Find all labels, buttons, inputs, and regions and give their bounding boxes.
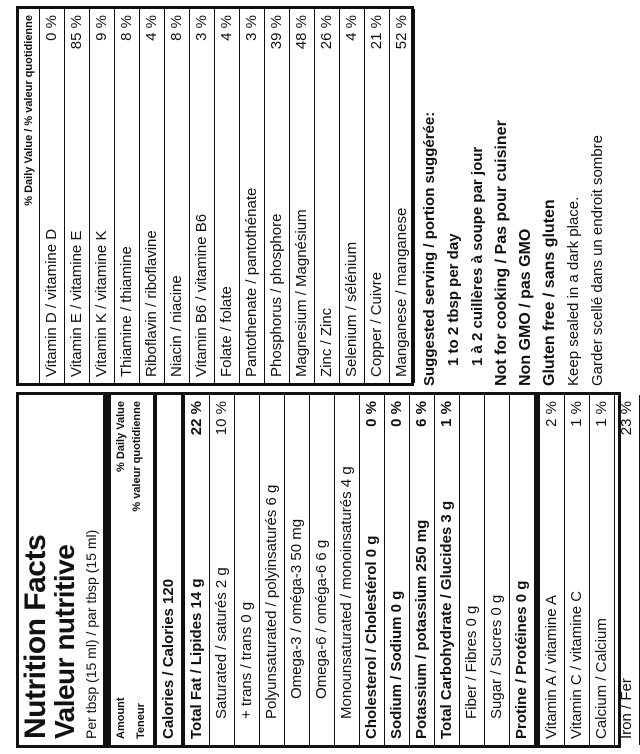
nutrient-daily-value: 1 %	[438, 401, 455, 427]
nutrient-label: Pantothenate / pantothénate	[243, 187, 260, 377]
nutrient-row	[510, 395, 540, 745]
nutrient-daily-value: 22 %	[188, 401, 205, 436]
nutrient-daily-value: 1 %	[593, 401, 610, 427]
nutrient-row	[390, 9, 415, 383]
nutrient-label: Cholesterol / Cholestérol 0 g	[363, 535, 380, 739]
nutrient-label: Phosphorus / phosphore	[268, 213, 285, 377]
nutrient-row	[235, 395, 260, 745]
daily-value-fr-label: % valeur quotidienne	[131, 401, 143, 512]
nutrient-daily-value: 3 %	[193, 15, 210, 41]
nutrient-row	[365, 9, 390, 383]
nutrient-daily-value: 48 %	[293, 15, 310, 50]
nutrient-daily-value: 9 %	[93, 15, 110, 41]
nutrient-rows	[157, 395, 640, 745]
teneur-label: Teneur	[135, 703, 147, 739]
nutrient-daily-value: 0 %	[43, 15, 60, 41]
nutrient-label: Riboflavin / riboflavine	[143, 230, 160, 377]
nutrient-daily-value: 26 %	[318, 15, 335, 50]
nutrient-row	[360, 395, 385, 745]
nutrient-label: Sodium / Sodium 0 g	[388, 590, 405, 739]
micronutrient-rows	[40, 9, 415, 383]
nutrient-daily-value: 23 %	[618, 401, 635, 436]
amount-header	[111, 395, 157, 745]
nutrient-daily-value: 85 %	[68, 15, 85, 50]
nutrient-label: Polyunsaturated / polyinsaturés 6 g	[263, 484, 280, 719]
nutrient-daily-value: 8 %	[118, 15, 135, 41]
nutrient-label: Vitamin D / vitamine D	[43, 228, 60, 377]
note-line: 1 to 2 tbsp per day	[445, 233, 462, 366]
serving-size: Per tbsp (15 ml) / par tbsp (15 ml)	[79, 395, 111, 745]
note-line: Suggested serving / portion suggérée:	[421, 111, 438, 386]
nutrient-row	[565, 395, 590, 745]
nutrient-label: Niacin / niacine	[168, 275, 185, 377]
nutrient-row	[90, 9, 115, 383]
nutrient-label: Folate / folate	[218, 286, 235, 377]
nutrient-row	[65, 9, 90, 383]
nutrient-label: Vitamin A / vitamine A	[543, 595, 560, 739]
nutrient-row	[240, 9, 265, 383]
nutrient-row	[310, 395, 335, 745]
nutrient-row	[315, 9, 340, 383]
nutrient-label: Total Fat / Lipides 14 g	[188, 578, 205, 739]
nutrient-row	[410, 395, 435, 745]
nutrient-daily-value: 3 %	[243, 15, 260, 41]
nutrition-facts-panel	[16, 392, 635, 748]
nutrient-label: Monounsaturated / monoinsaturés 4 g	[338, 466, 355, 719]
nutrient-daily-value: 6 %	[413, 401, 430, 427]
nutrient-label: Fiber / Fibres 0 g	[463, 605, 480, 719]
nutrient-label: Thiamine / thiamine	[118, 246, 135, 377]
nutrient-label: Iron / Fer	[618, 678, 635, 739]
nutrient-row	[590, 395, 615, 745]
note-line: Not for cooking / Pas pour cuisiner	[493, 120, 510, 386]
note-line: Garder scellé dans un endroit sombre	[589, 135, 606, 386]
nutrient-label: Vitamin K / vitamine K	[93, 230, 110, 377]
nutrient-label: + trans / trans 0 g	[238, 601, 255, 719]
nutrient-row	[140, 9, 165, 383]
note-line: Gluten free / sans gluten	[541, 199, 558, 386]
note-line: Non GMO / pas GMO	[517, 228, 534, 386]
nutrient-row	[485, 395, 510, 745]
nutrient-daily-value: 2 %	[543, 401, 560, 427]
nutrient-row	[540, 395, 565, 745]
nutrient-row	[335, 395, 360, 745]
nutrient-daily-value: 4 %	[143, 15, 160, 41]
nutrient-daily-value: 8 %	[168, 15, 185, 41]
nutrient-label: Calories / Calories 120	[160, 578, 177, 739]
nutrient-label: Magnesium / Magnésium	[293, 209, 310, 377]
nutrient-daily-value: 39 %	[268, 15, 285, 50]
nutrient-label: Omega-6 / oméga-6 6 g	[313, 539, 330, 699]
nutrient-daily-value: 21 %	[368, 15, 385, 50]
nutrient-row	[40, 9, 65, 383]
nutrient-label: Saturated / saturés 2 g	[213, 567, 230, 719]
nutrient-daily-value: 0 %	[363, 401, 380, 427]
nutrient-row	[260, 395, 285, 745]
note-line: 1 à 2 cuillères à soupe par jour	[469, 146, 486, 366]
nutrient-row	[460, 395, 485, 745]
amount-label: Amount	[115, 697, 127, 739]
nutrient-label: Vitamin C / vitamine C	[568, 590, 585, 739]
nutrient-daily-value: 4 %	[218, 15, 235, 41]
nutrient-daily-value: 52 %	[393, 15, 410, 50]
nutrient-row	[185, 395, 210, 745]
nutrient-row	[285, 395, 310, 745]
nutrient-row	[385, 395, 410, 745]
nutrient-row	[290, 9, 315, 383]
label-title: Nutrition Facts	[19, 534, 52, 739]
nutrient-row	[615, 395, 640, 745]
nutrient-label: Omega-3 / oméga-3 50 mg	[288, 518, 305, 699]
nutrient-daily-value: 4 %	[343, 15, 360, 41]
nutrient-label: Zinc / Zinc	[318, 307, 335, 377]
nutrient-row	[115, 9, 140, 383]
nutrient-label: Potassium / potassium 250 mg	[413, 519, 430, 739]
micronutrient-panel	[16, 6, 414, 386]
nutrient-label: Copper / Cuivre	[368, 271, 385, 377]
nutrient-label: Selenium / sélénium	[343, 241, 360, 377]
nutrient-daily-value: 1 %	[568, 401, 585, 427]
daily-value-header: % Daily Value / % valeur quotidienne	[19, 9, 40, 383]
nutrient-row	[165, 9, 190, 383]
serving-notes	[418, 6, 610, 386]
nutrient-label: Vitamin B6 / vitamine B6	[193, 213, 210, 377]
label-subtitle: Valeur nutritive	[49, 544, 80, 739]
nutrient-row	[435, 395, 460, 745]
nutrient-row	[215, 9, 240, 383]
nutrient-daily-value: 0 %	[388, 401, 405, 427]
nutrient-daily-value: 10 %	[213, 401, 230, 436]
nutrient-row	[190, 9, 215, 383]
nutrient-label: Manganese / manganese	[393, 207, 410, 377]
nutrient-label: Protine / Protéines 0 g	[513, 580, 530, 739]
nutrient-row	[340, 9, 365, 383]
note-line: Keep sealed in a dark place.	[565, 196, 582, 386]
nutrient-row	[157, 395, 185, 745]
nutrient-row	[210, 395, 235, 745]
nutrient-label: Sugar / Sucres 0 g	[488, 594, 505, 719]
nutrient-label: Total Carbohydrate / Glucides 3 g	[438, 500, 455, 739]
nutrient-row	[265, 9, 290, 383]
nutrient-label: Calcium / Calcium	[593, 618, 610, 739]
nutrient-label: Vitamin E / vitamine E	[68, 230, 85, 377]
daily-value-label: % Daily Value	[115, 401, 127, 472]
